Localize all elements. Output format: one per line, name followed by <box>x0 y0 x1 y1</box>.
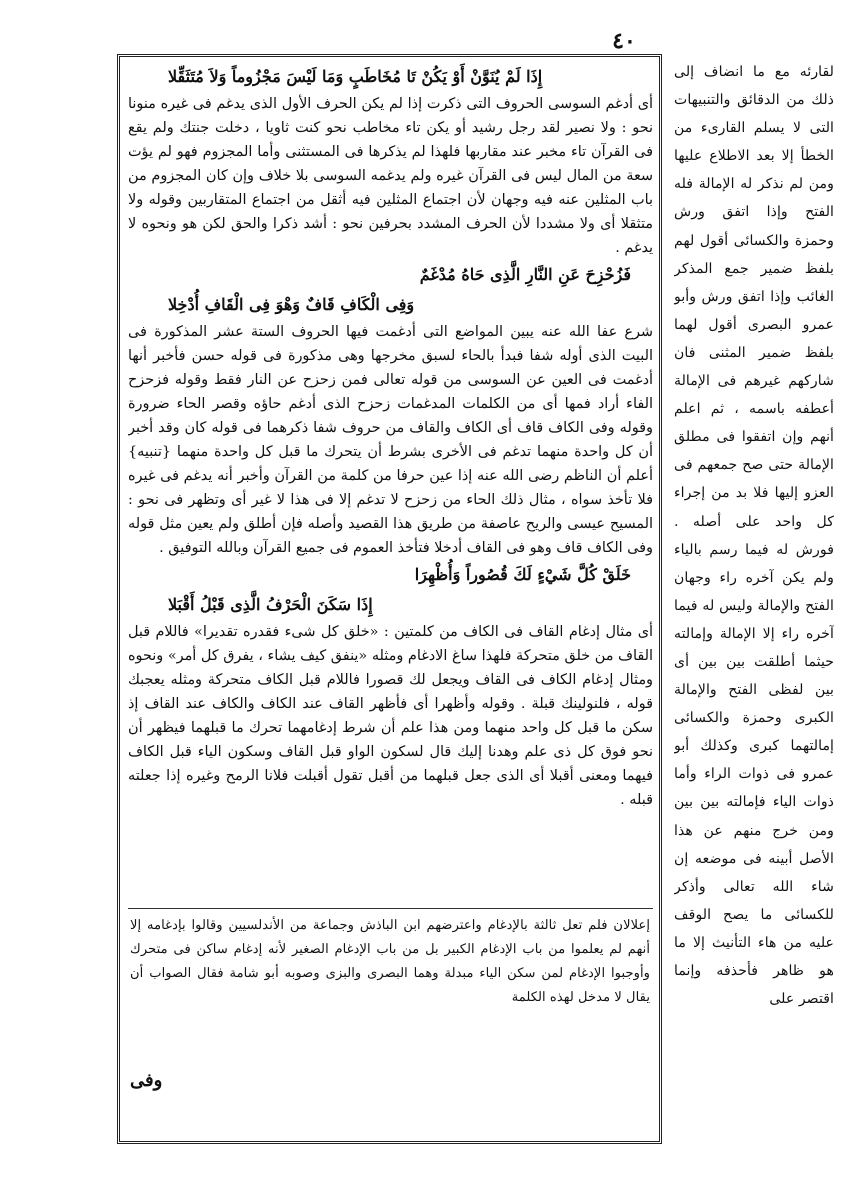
margin-commentary <box>674 58 834 1138</box>
commentary-paragraph: أى أدغم السوسى الحروف التى ذكرت إذا لم يكن الحرف الأول الذى يدغم فى غيره منونا نحو : ولا نصير لقد رجل رشيد أو يكن تاء مخاطب نحو كنت ثاويا ، دخلت جنتك ولم يقع فى القرآن تاء مخبر عند مقاربها فلهذا لم يذكرها فى المستثنى وأما المجزوم فهو لم يؤت سعة من المال ليس فى القرآن غيره ولم يدغمه السوسى بلا خلاف وإن كان المجزوم من باب المثلين عنه فيه وجهان لأن اجتماع المثلين فيه أثقل من اجتماع المتقاربين وقوله ولا متثقلا أى ولا مشددا لأن الحرف المشدد بحرفين نحو : أشد ذكرا والحق لكن هو ونحوه لا يدغم . <box>128 96 653 256</box>
footnote-divider <box>128 908 653 909</box>
commentary-paragraph: أى مثال إدغام القاف فى الكاف من كلمتين : «خلق كل شىء فقدره تقديرا» فاللام قبل القاف من خلق متحركة فلهذا ساغ الادغام ومثله «ينفق كيف يشاء ، يفرق كل أمر» ونحوه ومثال إدغام الكاف فى القاف ويجعل لك قصورا فاللام قبل الكاف متحركة ومثله يعجبك قوله ، فلنولينك قبلة . وقوله وأظهرا أى فأظهر القاف عند الكاف والكاف عند القاف إذ سكن ما قبل كل واحد منهما ومن هذا علم أن شرط إدغامهما تحرك ما قبلهما فيظهر أن نحو فوق كل ذى علم وهدنا إليك قال لسكون الواو قبل القاف وسكون الياء قبل الكاف فيهما ومعنى أقبلا أى الذى جعل قبلهما من أقبل تقول أقبلت فلانا الرمح وغيره إذا جعلته قبله . <box>128 624 653 808</box>
verse-line: إِذَا سَكَنَ الْحَرْفُ الَّذِى قَبْلُ أَقْبَلا <box>168 595 373 614</box>
margin-text: لقارئه مع ما انضاف إلى ذلك من الدقائق والتنبيهات التى لا يسلم القارىء من الخطأ إلا بعد الاطلاع عليها ومن لم نذكر له الإمالة فله الفتح وإذا اتفق ورش وحمزة والكسائى أقول لهم بلفظ ضمير جمع المذكر الغائب وإذا اتفق ورش وأبو عمرو البصرى أقول لهما بلفظ ضمير المثنى فان شاركهم غيرهم فى الإمالة أعطفه باسمه ، ثم اعلم أنهم وإن اتفقوا فى مطلق الإمالة حتى صح جمعهم فى العزو إليها فلا بد من إجراء كل واحد على أصله . فورش له فيما رسم بالياء ولم يكن آخره راء وجهان الفتح والإمالة وليس له فيما آخره راء إلا الإمالة وإمالته حيثما أطلقت بين بين أى بين لفظى الفتح والإمالة الكبرى وحمزة والكسائى إمالتهما كبرى وكذلك أبو عمرو فى ذوات الراء وأما ذوات الياء فإمالته بين بين ومن خرج منهم عن هذا الأصل أبينه فى موضعه إن شاء الله تعالى وأذكر للكسائى ما يصح الوقف عليه من هاء التأنيث إلا ما هو ظاهر فأحذفه وإنما اقتصر على <box>674 64 834 1008</box>
catchword: وفى <box>130 1070 163 1091</box>
verse-line: خَلَقْ كُلَّ شَيْءٍ لَكَ قُصُوراً وَأُظْهِرَا <box>414 565 631 584</box>
verse-line: فَزُحْزِحَ عَنِ النَّارِ الَّذِى حَاهُ مُدْغَمٌ <box>419 265 631 284</box>
page-number: ٤٠ <box>612 28 636 54</box>
verse-line: وَفِى الْكَافِ قَافٌ وَهْوَ فِى الْقَافِ أُدْخِلا <box>168 295 415 314</box>
footnote <box>130 914 650 1064</box>
verse-line: إِذَا لَمْ يُنَوَّنْ أَوْ يَكُنْ تَا مُخَاطَبٍ وَمَا لَيْسَ مَجْزُوماً وَلاَ مُتَثَقِّلا <box>168 67 543 86</box>
main-text <box>128 62 653 902</box>
footnote-text: إعلالان فلم تعل ثالثة بالإدغام واعترضهم ابن الباذش وجماعة من الأندلسيين وقالوا بإدغامه إلا أنهم لم يعلموا من باب الإدغام الكبير بل من باب الإدغام الصغير لأنه إدغام ساكن فى متحرك وأوجبوا الإدغام لمن سكن الياء مبدلة وهما البصرى والبزى وصوبه أبو شامة فقال الصواب أن يقال لا مدخل لهذه الكلمة <box>130 918 650 1005</box>
commentary-paragraph: شرع عفا الله عنه يبين المواضع التى أدغمت فيها الحروف الستة عشر المذكورة فى البيت الذى أوله شفا فبدأ بالحاء لسبق مخرجها وهى مذكورة فى قوله حسن فأخبر أنها أدغمت فى العين عن السوسى من قوله تعالى فمن زحزح عن النار فقط وقوله فزحزح الفاء أراد فمها أى من الكلمات المدغمات زحزح الذى أدغم حاؤه وقصر الحاء ضرورة وقوله وفى الكاف قاف أى الكاف والقاف من حروف شفا ذكرهما فى قوله كان وقد أخبر أن كل واحدة منهما تدغم فى الأخرى بشرط أن يتحرك ما قبل كل واحدة منهما {تنبيه} أعلم أن الناظم رضى الله عنه إذا عين حرفا من كلمة من القرآن وأخبر أنه يدغم فى غيره فلا تأخذ سواه ، مثال ذلك الحاء من زحزح لا تدغم إلا فى هذا لا غير أى وتظهر فى نحو : المسيح عيسى والريح عاصفة من طريق هذا القصيد وأصله فإن أطلق ولم يعين مثل قوله وفى الكاف قاف وهو فى القاف أدخلا فتأخذ العموم فى جميع القرآن وبالله التوفيق . <box>128 324 653 556</box>
